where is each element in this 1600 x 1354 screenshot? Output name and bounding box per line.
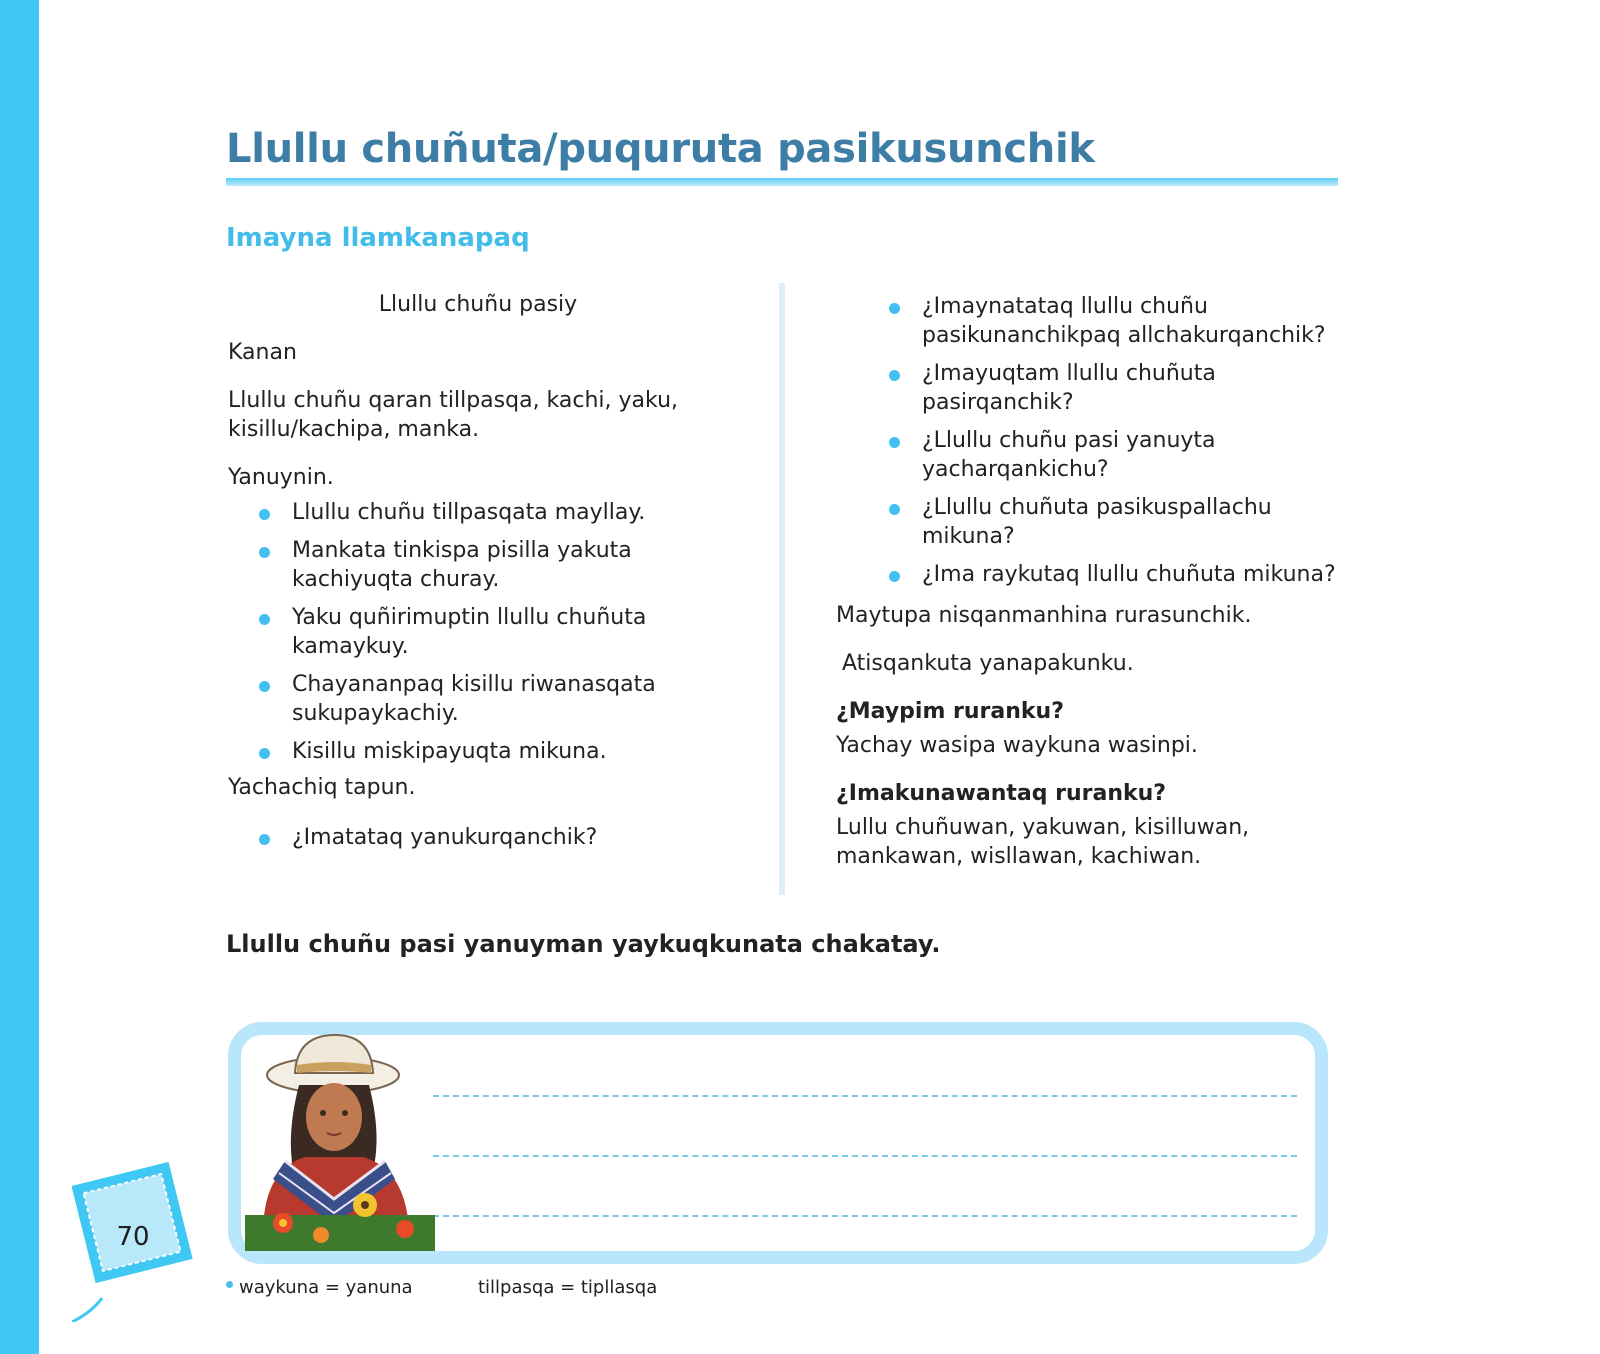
question-item: ¿Llullu chuñuta pasikuspallachu mikuna? <box>858 493 1336 551</box>
left-column <box>228 290 748 852</box>
page-title: Llullu chuñuta/puquruta pasikusunchik <box>226 126 1095 172</box>
section-subtitle: Imayna llamkanapaq <box>226 223 530 253</box>
activity-instruction: Llullu chuñu pasi yanuyman yaykuqkunata chakatay. <box>226 930 941 958</box>
page-number: 70 <box>116 1222 150 1252</box>
help-para: Atisqankuta yanapakunku. <box>842 651 1134 676</box>
question-item: ¿Imayuqtam llullu chuñuta pasirqanchik? <box>858 359 1336 417</box>
where-answer: Yachay wasipa waykuna wasinpi. <box>836 733 1198 758</box>
bullet-dot <box>226 1281 233 1288</box>
instruction-para: Maytupa nisqanmanhina rurasunchik. <box>836 603 1252 628</box>
teacher-questions-list <box>228 823 748 852</box>
ingredients-text: Llullu chuñu qaran tillpasqa, kachi, yaku, kisillu/kachipa, manka. <box>228 388 679 442</box>
recipe-heading: Llullu chuñu pasiy <box>378 292 578 317</box>
question-item: ¿Imatataq yanukurqanchik? <box>228 823 748 852</box>
title-underline <box>226 178 1338 186</box>
glossary-term: waykuna = yanuna <box>239 1277 413 1298</box>
step-item: Chayananpaq kisillu riwanasqata sukupaykachiy. <box>228 670 748 728</box>
glossary-note-1 <box>226 1277 413 1298</box>
question-item: ¿Llullu chuñu pasi yanuyta yacharqankichu? <box>858 426 1336 484</box>
andean-girl-illustration <box>245 1029 435 1251</box>
yanuynin-label: Yanuynin. <box>228 465 334 490</box>
right-questions-list <box>858 292 1336 589</box>
step-item: Kisillu miskipayuqta mikuna. <box>228 737 748 766</box>
kanan-label: Kanan <box>228 340 297 365</box>
answer-line-2[interactable] <box>433 1155 1297 1157</box>
answer-line-1[interactable] <box>433 1095 1297 1097</box>
question-item: ¿Imaynatataq llullu chuñu pasikunanchikpaq allchakurqanchik? <box>858 292 1336 350</box>
answer-line-3[interactable] <box>433 1215 1297 1217</box>
where-question: ¿Maypim ruranku? <box>836 699 1064 724</box>
glossary-note-2: tillpasqa = tipllasqa <box>478 1277 658 1298</box>
step-item: Yaku quñirimuptin llullu chuñuta kamaykuy. <box>228 603 748 661</box>
yachachiq-label: Yachachiq tapun. <box>228 775 416 800</box>
step-item: Mankata tinkispa pisilla yakuta kachiyuqta churay. <box>228 536 748 594</box>
what-answer: Lullu chuñuwan, yakuwan, kisilluwan, mankawan, wisllawan, kachiwan. <box>836 815 1250 869</box>
column-divider <box>779 283 785 895</box>
right-column <box>836 292 1336 871</box>
answer-box <box>228 1022 1328 1264</box>
step-item: Llullu chuñu tillpasqata mayllay. <box>228 498 748 527</box>
side-color-stripe <box>0 0 39 1354</box>
steps-list <box>228 498 748 766</box>
what-question: ¿Imakunawantaq ruranku? <box>836 781 1167 806</box>
question-item: ¿Ima raykutaq llullu chuñuta mikuna? <box>858 560 1336 589</box>
